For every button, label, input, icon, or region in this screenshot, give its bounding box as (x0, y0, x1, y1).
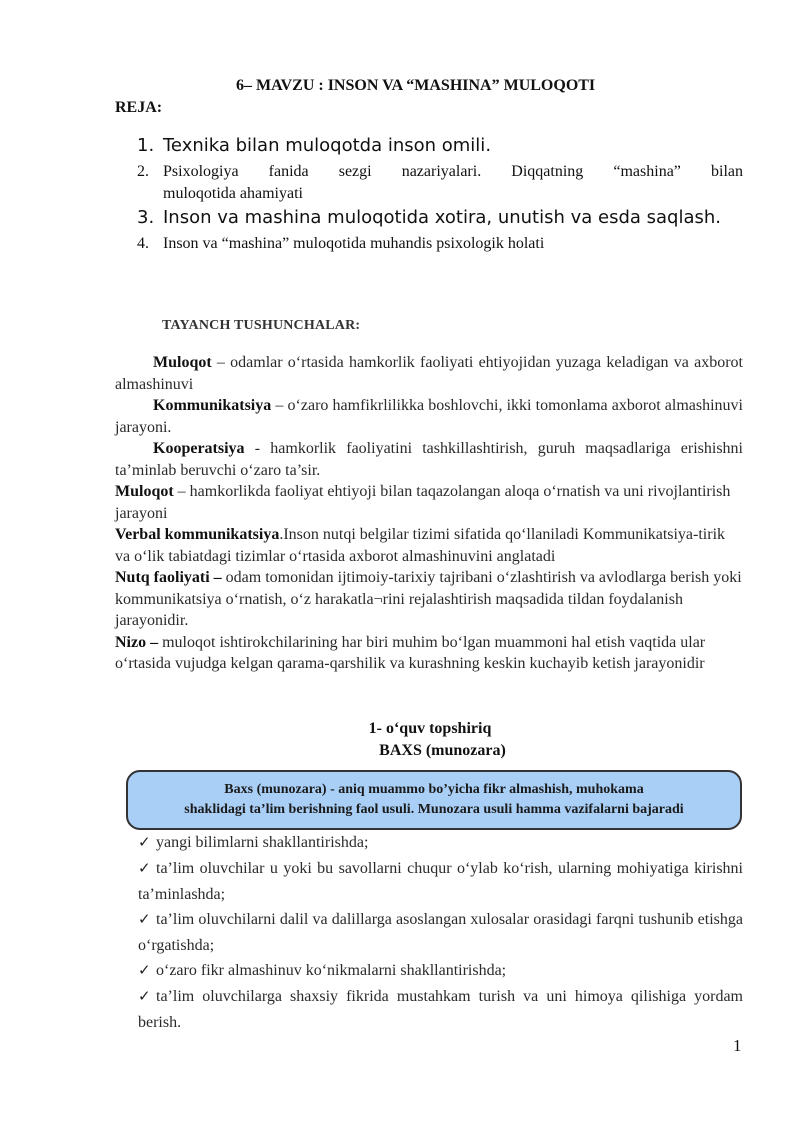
plan-item-4 (137, 233, 743, 255)
plan-item-3 (137, 207, 743, 228)
definition-text: – o‘zaro hamfikrlilikka boshlovchi, ikki tomonlama axborot almashinuvi jarayoni. (115, 397, 743, 436)
section-heading: TAYANCH TUSHUNCHALAR: (162, 318, 361, 333)
plan-item-text: Inson va mashina muloqotida xotira, unutish va esda saqlash. (163, 207, 722, 228)
checklist-item-text: ta’lim oluvchilarga shaxsiy fikrida mustahkam turish va uni himoya qilishiga yordam berish. (138, 988, 743, 1031)
definition-item (115, 481, 743, 524)
callout-line-1: Baxs (munozara) - aniq muammo bo’yicha fikr almashish, muhokama (224, 782, 644, 797)
definition-item (115, 352, 743, 395)
checklist (138, 830, 743, 1035)
definition-callout-box (126, 770, 742, 830)
plan-item-number: 3. (137, 207, 155, 228)
checklist-item-text: ta’lim oluvchilarni dalil va dalillarga asoslangan xulosalar orasidagi farqni tushunib etishga o‘rgatishda; (138, 911, 743, 954)
definition-item (115, 524, 743, 567)
definition-text: muloqot ishtirokchilarining har biri muhim bo‘lgan muammoni hal etish vaqtida ular o‘rtasida vujudga kelgan qarama-qarshilik va kurashning keskin kuchayib ketish jarayonidir (115, 633, 706, 672)
definition-term: Nutq faoliyati – (115, 569, 222, 586)
plan-item-number: 4. (137, 235, 149, 252)
check-mark-icon: ✓ (138, 989, 151, 1005)
definition-term: Kommunikatsiya (153, 397, 272, 414)
plan-item-text: Texnika bilan muloqotda inson omili. (163, 135, 492, 156)
definition-term: Verbal kommunikatsiya (115, 526, 280, 543)
definition-item (115, 567, 743, 632)
plan-item-1 (137, 135, 743, 156)
checklist-item-text: yangi bilimlarni shakllantirishda; (156, 834, 369, 851)
checklist-item (138, 958, 743, 984)
plan-item-text-line2: muloqotida ahamiyati (163, 185, 303, 202)
definition-term: Muloqot (153, 354, 212, 371)
checklist-item-text: o‘zaro fikr almashinuv ko‘nikmalarni shakllantirishda; (156, 962, 507, 979)
definition-text: .Inson nutqi belgilar tizimi sifatida qo‘llaniladi Kommunikatsiya-tirik va o‘lik tabiatdagi tizimlar o‘rtasida axborot almashinuvini anglatadi (115, 526, 726, 565)
definition-term: Kooperatsiya (153, 440, 245, 457)
checklist-item-text: ta’lim oluvchilar u yoki bu savollarni chuqur o‘ylab ko‘rish, ularning mohiyatiga kirishni ta’minlashda; (138, 860, 743, 903)
definition-text: odam tomonidan ijtimoiy-tarixiy tajribani o‘zlashtirish va avlodlarga berish yoki kommunikatsiya o‘rnatish, o‘z harakatla¬rini rejalashtirish maqsadida tildan foydalanish jarayonidir. (115, 569, 742, 629)
plan-item-number: 2. (137, 163, 149, 180)
check-mark-icon: ✓ (138, 912, 151, 928)
plan-label: REJA: (115, 99, 163, 116)
task-subtitle: BAXS (munozara) (379, 742, 506, 759)
definitions-list (115, 352, 743, 675)
page-number: 1 (733, 1036, 742, 1055)
checklist-item (138, 984, 743, 1035)
checklist-item (138, 830, 743, 856)
check-mark-icon: ✓ (138, 861, 151, 877)
definition-term: Muloqot (115, 483, 174, 500)
definition-item (115, 438, 743, 481)
task-title: 1- o‘quv topshiriq (368, 720, 492, 737)
plan-item-text: Inson va “mashina” muloqotida muhandis psixologik holati (163, 235, 545, 252)
checklist-item (138, 907, 743, 958)
definition-text: – hamkorlikda faoliyat ehtiyoji bilan taqazolangan aloqa o‘rnatish va uni rivojlantirish jarayoni (115, 483, 731, 522)
checklist-item (138, 856, 743, 907)
callout-line-2: shaklidagi ta’lim berishning faol usuli. Munozara usuli hamma vazifalarni bajaradi (184, 802, 684, 817)
definition-item (115, 395, 743, 438)
plan-item-2 (137, 161, 743, 205)
check-mark-icon: ✓ (138, 963, 151, 979)
plan-item-number: 1. (137, 135, 155, 156)
page-title: 6– MAVZU : INSON VA “MASHINA” MULOQOTI (236, 77, 596, 94)
definition-term: Nizo – (115, 633, 159, 651)
definition-text: – odamlar o‘rtasida hamkorlik faoliyati ehtiyojidan yuzaga keladigan va axborot almashinuvi (115, 354, 743, 393)
definition-text: - hamkorlik faoliyatini tashkillashtirish, guruh maqsadlariga erishishni ta’minlab beruvchi o‘zaro ta’sir. (115, 440, 743, 479)
definition-item (115, 632, 743, 675)
plan-item-text-line1: Psixologiya fanida sezgi nazariyalari. Diqqatning “mashina” bilan (163, 163, 743, 180)
check-mark-icon: ✓ (138, 835, 151, 851)
